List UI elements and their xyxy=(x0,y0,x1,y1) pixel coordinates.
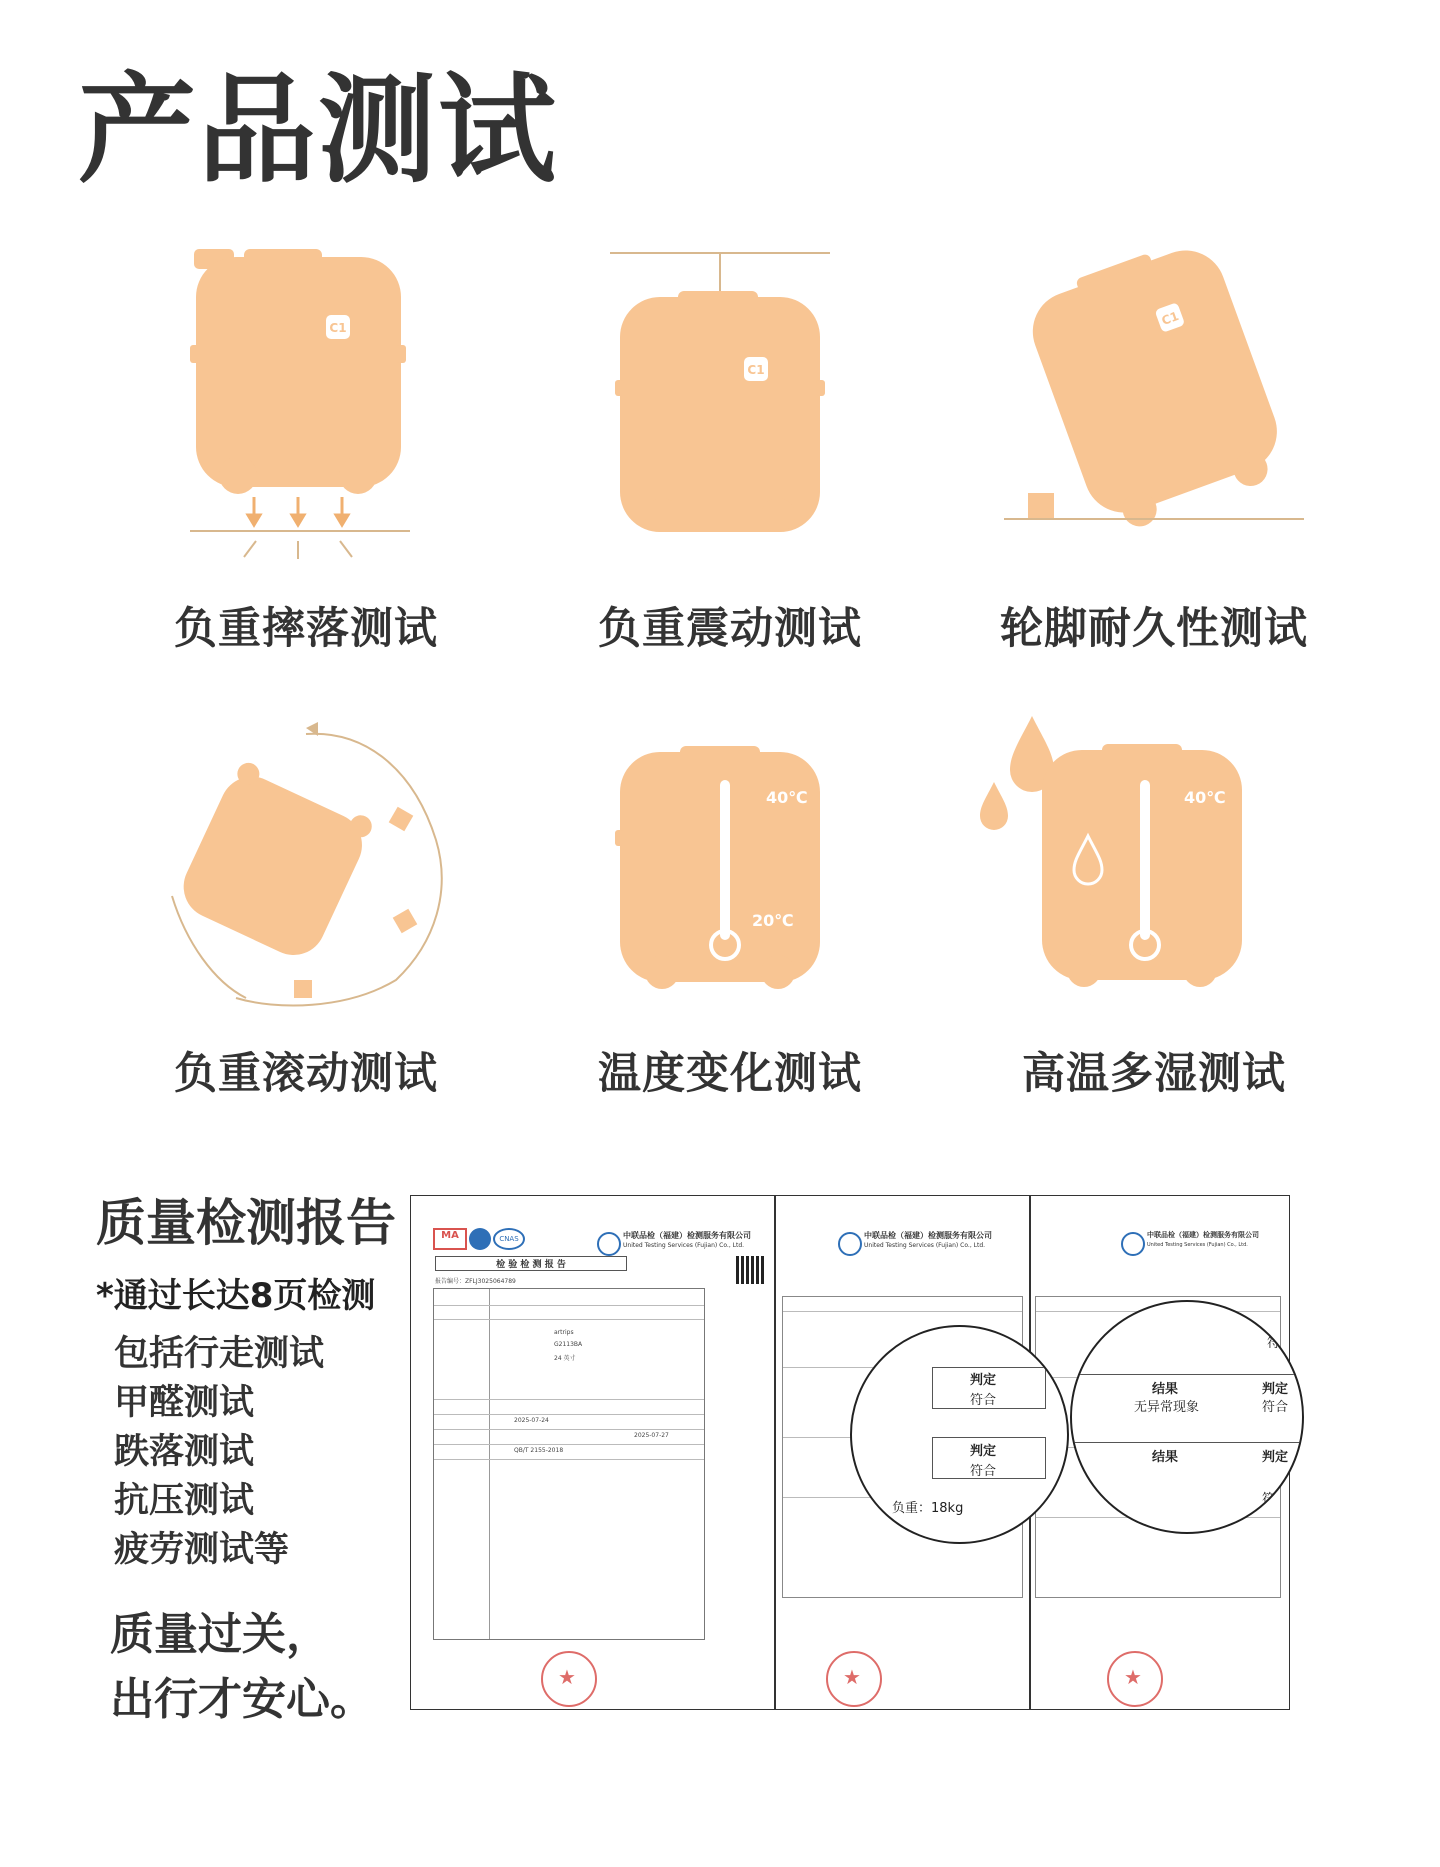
mag-header-judgement: 判定 xyxy=(1262,1450,1289,1465)
field-standard: QB/T 2155-2018 xyxy=(514,1447,564,1454)
report-item: 疲劳测试等 xyxy=(114,1530,290,1570)
mag-value-pass: 符合 xyxy=(970,1464,997,1479)
lab-name: 中联品检（福建）检测服务有限公司 xyxy=(623,1231,751,1240)
field-date-start: 2025-07-24 xyxy=(514,1417,549,1424)
temp-high-label: 40℃ xyxy=(766,788,808,807)
uts-logo xyxy=(838,1232,862,1256)
qr-code xyxy=(736,1256,764,1284)
test-label: 高温多湿测试 xyxy=(1022,1049,1286,1099)
report-item: 跌落测试 xyxy=(114,1432,255,1472)
lab-name-en: United Testing Services (Fujian) Co., Ltd. xyxy=(1147,1242,1248,1248)
test-label: 轮脚耐久性测试 xyxy=(1000,604,1308,654)
suitcase-wheel-durability-icon xyxy=(944,235,1364,595)
test-label: 负重滚动测试 xyxy=(174,1049,438,1099)
page-title: 产品测试 xyxy=(78,61,559,199)
suitcase-humidity-icon xyxy=(944,680,1364,1040)
uts-logo xyxy=(1121,1232,1145,1256)
mag-header-judgement: 判定 xyxy=(970,1373,997,1388)
lab-name-en: United Testing Services (Fujian) Co., Ltd. xyxy=(864,1242,986,1249)
mag-result-normal: 无异常现象 xyxy=(1134,1400,1200,1415)
mag-weight: 负重：18kg xyxy=(892,1501,964,1516)
report-page-1 xyxy=(410,1195,775,1710)
suitcase-drop-icon xyxy=(96,235,516,595)
report-items xyxy=(114,1330,324,1575)
magnifier-2 xyxy=(1070,1300,1304,1534)
report-table xyxy=(433,1288,705,1640)
red-seal xyxy=(541,1651,597,1707)
test-card-temperature xyxy=(520,680,940,1120)
report-subtitle: *通过长达8页检测 xyxy=(96,1276,376,1316)
lab-name: 中联品检（福建）检测服务有限公司 xyxy=(1147,1231,1259,1239)
test-card-rolling xyxy=(96,680,516,1120)
report-documents xyxy=(410,1195,1294,1710)
slogan-line-1: 质量过关， xyxy=(110,1609,330,1660)
mag-value-pass: 符合 xyxy=(1262,1492,1289,1507)
report-item: 抗压测试 xyxy=(114,1481,255,1521)
mag-value-pass: 符合 xyxy=(970,1393,997,1408)
test-label: 负重摔落测试 xyxy=(174,604,438,654)
cnas-logo: CNAS xyxy=(493,1228,525,1250)
test-label: 温度变化测试 xyxy=(598,1049,862,1099)
field-size: 24 英寸 xyxy=(554,1355,576,1362)
slogan-line-2: 出行才安心。 xyxy=(110,1674,374,1725)
ilac-logo xyxy=(469,1228,491,1250)
test-card-wheel-durability xyxy=(944,235,1364,675)
ma-logo: MA xyxy=(433,1228,467,1250)
mag-header-judgement: 判定 xyxy=(970,1444,997,1459)
report-title: 质量检测报告 xyxy=(96,1194,396,1252)
mag-header-result: 结果 xyxy=(1152,1450,1179,1465)
mag-header-result: 结果 xyxy=(1152,1382,1179,1397)
suitcase-temperature-icon xyxy=(520,680,940,1040)
mag-header-judgement: 判定 xyxy=(1262,1382,1289,1397)
suitcase-vibration-icon xyxy=(520,235,940,595)
field-date-end: 2025-07-27 xyxy=(634,1432,669,1439)
suitcase-rolling-icon xyxy=(96,680,516,1040)
test-label: 负重震动测试 xyxy=(598,604,862,654)
uts-logo xyxy=(597,1232,621,1256)
mag-top-pass: 符合 xyxy=(1267,1336,1294,1351)
field-brand: artrips xyxy=(554,1329,574,1336)
lab-name: 中联品检（福建）检测服务有限公司 xyxy=(864,1231,992,1240)
test-card-vibration xyxy=(520,235,940,675)
magnifier-1 xyxy=(850,1325,1069,1544)
lab-name-en: United Testing Services (Fujian) Co., Ltd. xyxy=(623,1242,745,1249)
mag-value-pass: 符合 xyxy=(1262,1400,1289,1415)
red-seal xyxy=(1107,1651,1163,1707)
report-heading: 检 验 检 测 报 告 xyxy=(435,1256,627,1271)
test-card-humidity xyxy=(944,680,1364,1120)
temp-low-label: 20℃ xyxy=(752,911,794,930)
logo-badge: C1 xyxy=(1159,308,1181,328)
field-model: G2113BA xyxy=(554,1341,583,1348)
report-item: 甲醛测试 xyxy=(114,1383,255,1423)
red-seal xyxy=(826,1651,882,1707)
report-number: 报告编号：ZFLJ3025064789 xyxy=(435,1278,516,1285)
logo-badge: C1 xyxy=(747,363,765,377)
test-card-drop xyxy=(96,235,516,675)
report-item: 包括行走测试 xyxy=(114,1334,325,1374)
logo-badge: C1 xyxy=(329,321,347,335)
temp-high-label: 40℃ xyxy=(1184,788,1226,807)
